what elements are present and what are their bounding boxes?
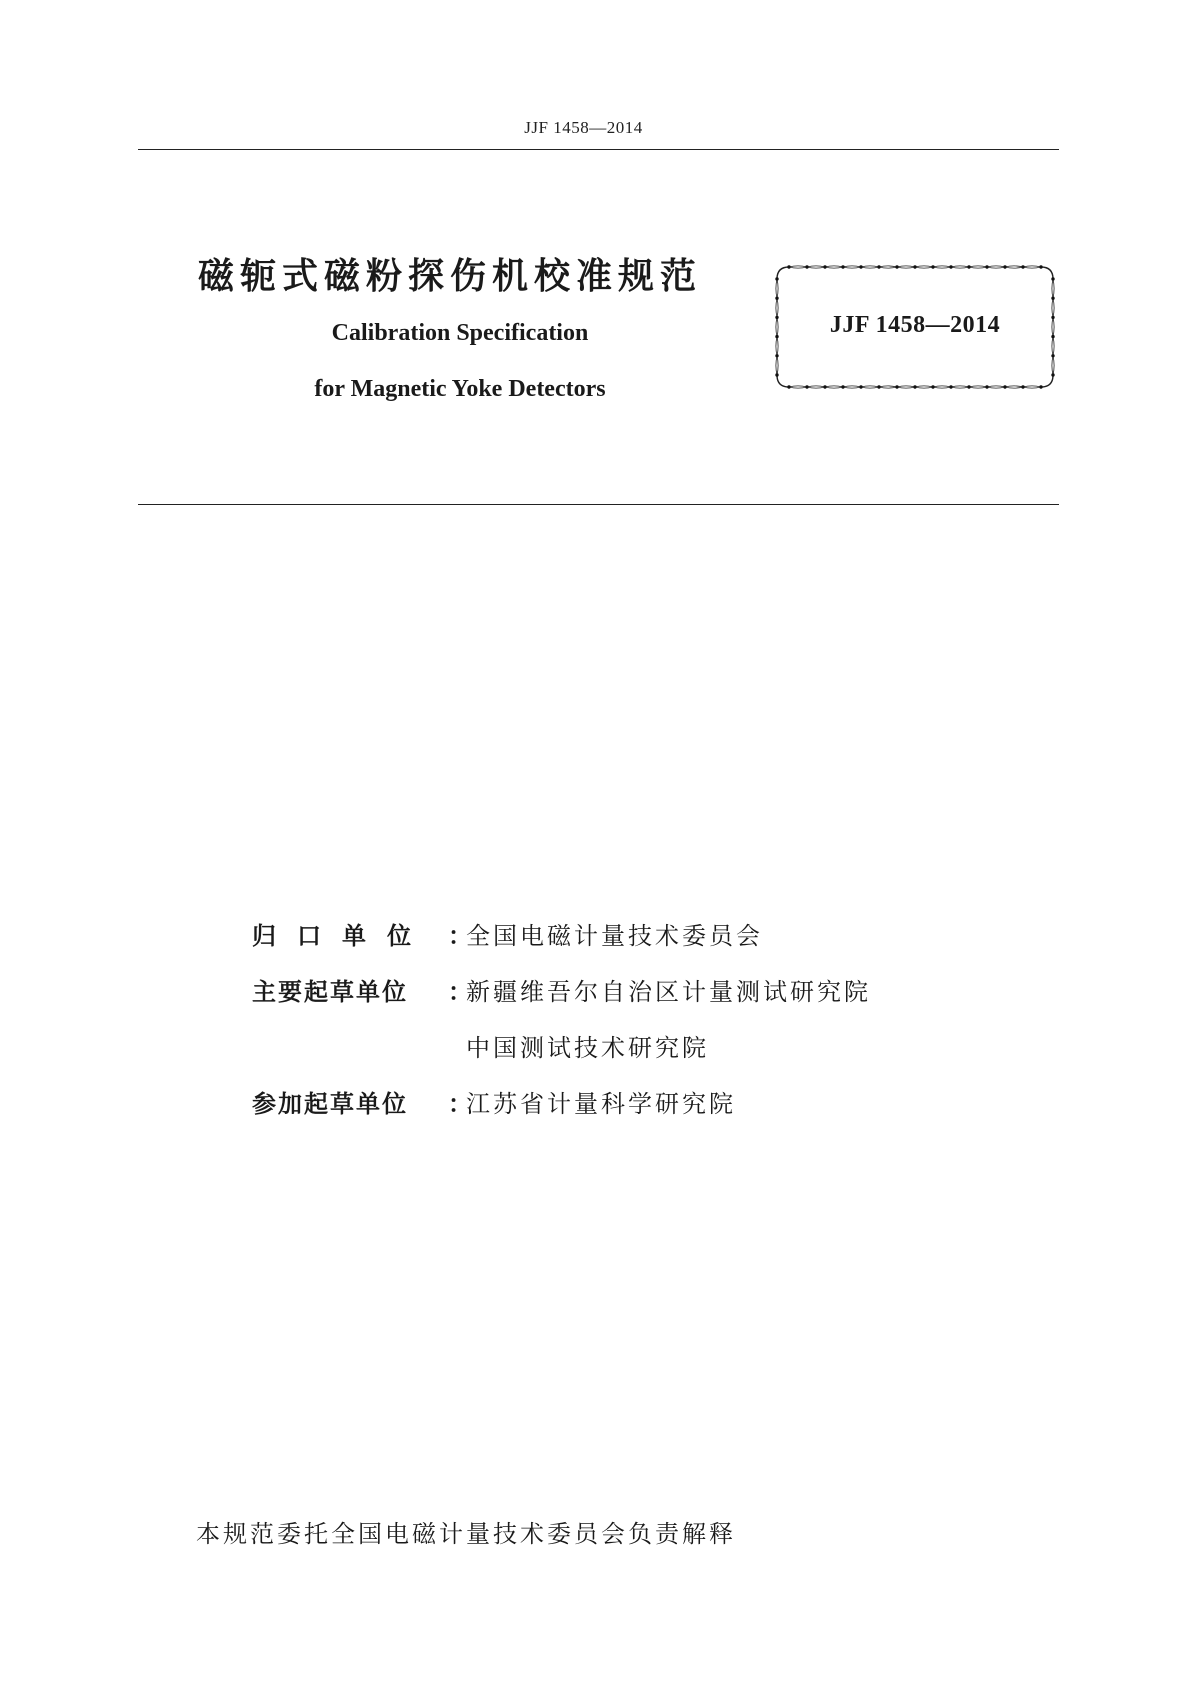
title-english-line-1: Calibration Specification bbox=[331, 320, 589, 346]
frame-diamond bbox=[776, 356, 778, 375]
bottom-divider bbox=[138, 504, 1059, 505]
frame-dot bbox=[805, 385, 808, 388]
frame-dot bbox=[1039, 385, 1042, 388]
title-chinese: 磁轭式磁粉探伤机校准规范 bbox=[198, 256, 703, 297]
frame-diamond bbox=[1052, 279, 1054, 298]
frame-corner bbox=[777, 375, 789, 387]
frame-dot bbox=[775, 373, 778, 376]
responsible-unit-row bbox=[252, 908, 871, 964]
header-standard-code bbox=[0, 118, 1191, 138]
frame-dot bbox=[913, 385, 916, 388]
frame-dot bbox=[1051, 277, 1054, 280]
frame-diamond bbox=[807, 386, 825, 388]
frame-diamond bbox=[987, 266, 1005, 268]
frame-diamond bbox=[1023, 266, 1041, 268]
frame-dot bbox=[1021, 385, 1024, 388]
frame-diamond bbox=[789, 386, 807, 388]
frame-diamond bbox=[915, 386, 933, 388]
frame-dot bbox=[775, 277, 778, 280]
frame-diamond bbox=[951, 266, 969, 268]
frame-dot bbox=[985, 385, 988, 388]
frame-diamond bbox=[879, 386, 897, 388]
drafting-organizations bbox=[252, 908, 871, 1132]
frame-dot bbox=[841, 265, 844, 268]
frame-corner bbox=[1041, 267, 1053, 279]
frame-diamond bbox=[1052, 337, 1054, 356]
standard-code-frame-text: JJF 1458—2014 bbox=[829, 312, 1001, 338]
participating-unit-value: 江苏省计量科学研究院 bbox=[466, 1090, 736, 1118]
participating-unit-row bbox=[252, 1076, 871, 1132]
title-english-line-2: for Magnetic Yoke Detectors bbox=[314, 376, 606, 402]
frame-diamond bbox=[897, 266, 915, 268]
frame-dot bbox=[823, 265, 826, 268]
label-colon: ： bbox=[448, 922, 472, 950]
frame-diamond bbox=[861, 266, 879, 268]
frame-dot bbox=[823, 385, 826, 388]
frame-diamond bbox=[969, 266, 987, 268]
frame-diamond bbox=[861, 386, 879, 388]
standard-code-frame bbox=[772, 262, 1058, 392]
frame-dot bbox=[1051, 373, 1054, 376]
frame-dot bbox=[949, 265, 952, 268]
frame-diamond bbox=[1005, 266, 1023, 268]
frame-diamond bbox=[915, 266, 933, 268]
frame-dot bbox=[949, 385, 952, 388]
frame-dot bbox=[787, 265, 790, 268]
frame-diamond bbox=[987, 386, 1005, 388]
frame-corner bbox=[1041, 375, 1053, 387]
frame-dot bbox=[1039, 265, 1042, 268]
label-colon: ： bbox=[448, 1090, 472, 1118]
frame-dot bbox=[859, 265, 862, 268]
frame-dot bbox=[859, 385, 862, 388]
main-drafting-unit-value-2: 中国测试技术研究院 bbox=[466, 1034, 709, 1062]
frame-dot bbox=[1003, 265, 1006, 268]
frame-dot bbox=[1051, 354, 1054, 357]
frame-dot bbox=[967, 265, 970, 268]
frame-dot bbox=[931, 385, 934, 388]
frame-dot bbox=[787, 385, 790, 388]
participating-unit-label: 参加起草单位 bbox=[252, 1090, 408, 1118]
frame-dot bbox=[913, 265, 916, 268]
responsible-unit-label: 归口单位 bbox=[252, 922, 432, 950]
frame-diamond bbox=[1005, 386, 1023, 388]
frame-diamond bbox=[807, 266, 825, 268]
frame-dot bbox=[985, 265, 988, 268]
frame-diamond bbox=[843, 386, 861, 388]
frame-dot bbox=[1021, 265, 1024, 268]
responsible-unit-value: 全国电磁计量技术委员会 bbox=[466, 922, 763, 950]
header-standard-code-text: JJF 1458—2014 bbox=[524, 118, 643, 137]
frame-diamond bbox=[951, 386, 969, 388]
frame-corner bbox=[777, 267, 789, 279]
frame-dot bbox=[1003, 385, 1006, 388]
frame-dot bbox=[1051, 297, 1054, 300]
frame-dot bbox=[805, 265, 808, 268]
label-colon: ： bbox=[448, 978, 472, 1006]
frame-dot bbox=[775, 354, 778, 357]
frame-dot bbox=[895, 385, 898, 388]
frame-diamond bbox=[843, 266, 861, 268]
frame-dot bbox=[877, 385, 880, 388]
main-drafting-unit-label: 主要起草单位 bbox=[252, 978, 408, 1006]
main-drafting-unit-row-continued bbox=[252, 1020, 871, 1076]
frame-dot bbox=[841, 385, 844, 388]
frame-dot bbox=[775, 297, 778, 300]
frame-diamond bbox=[1023, 386, 1041, 388]
main-drafting-unit-value-1: 新疆维吾尔自治区计量测试研究院 bbox=[466, 978, 871, 1006]
frame-diamond bbox=[789, 266, 807, 268]
main-drafting-unit-row bbox=[252, 964, 871, 1020]
top-divider bbox=[138, 149, 1059, 150]
frame-dot bbox=[877, 265, 880, 268]
frame-diamond bbox=[897, 386, 915, 388]
frame-dot bbox=[931, 265, 934, 268]
frame-dot bbox=[967, 385, 970, 388]
frame-diamond bbox=[825, 386, 843, 388]
frame-diamond bbox=[776, 337, 778, 356]
frame-diamond bbox=[825, 266, 843, 268]
frame-diamond bbox=[1052, 356, 1054, 375]
frame-diamond bbox=[879, 266, 897, 268]
frame-diamond bbox=[933, 386, 951, 388]
interpretation-note: 本规范委托全国电磁计量技术委员会负责解释 bbox=[196, 1520, 736, 1548]
frame-diamond bbox=[933, 266, 951, 268]
frame-diamond bbox=[776, 279, 778, 298]
frame-dot bbox=[895, 265, 898, 268]
frame-diamond bbox=[969, 386, 987, 388]
